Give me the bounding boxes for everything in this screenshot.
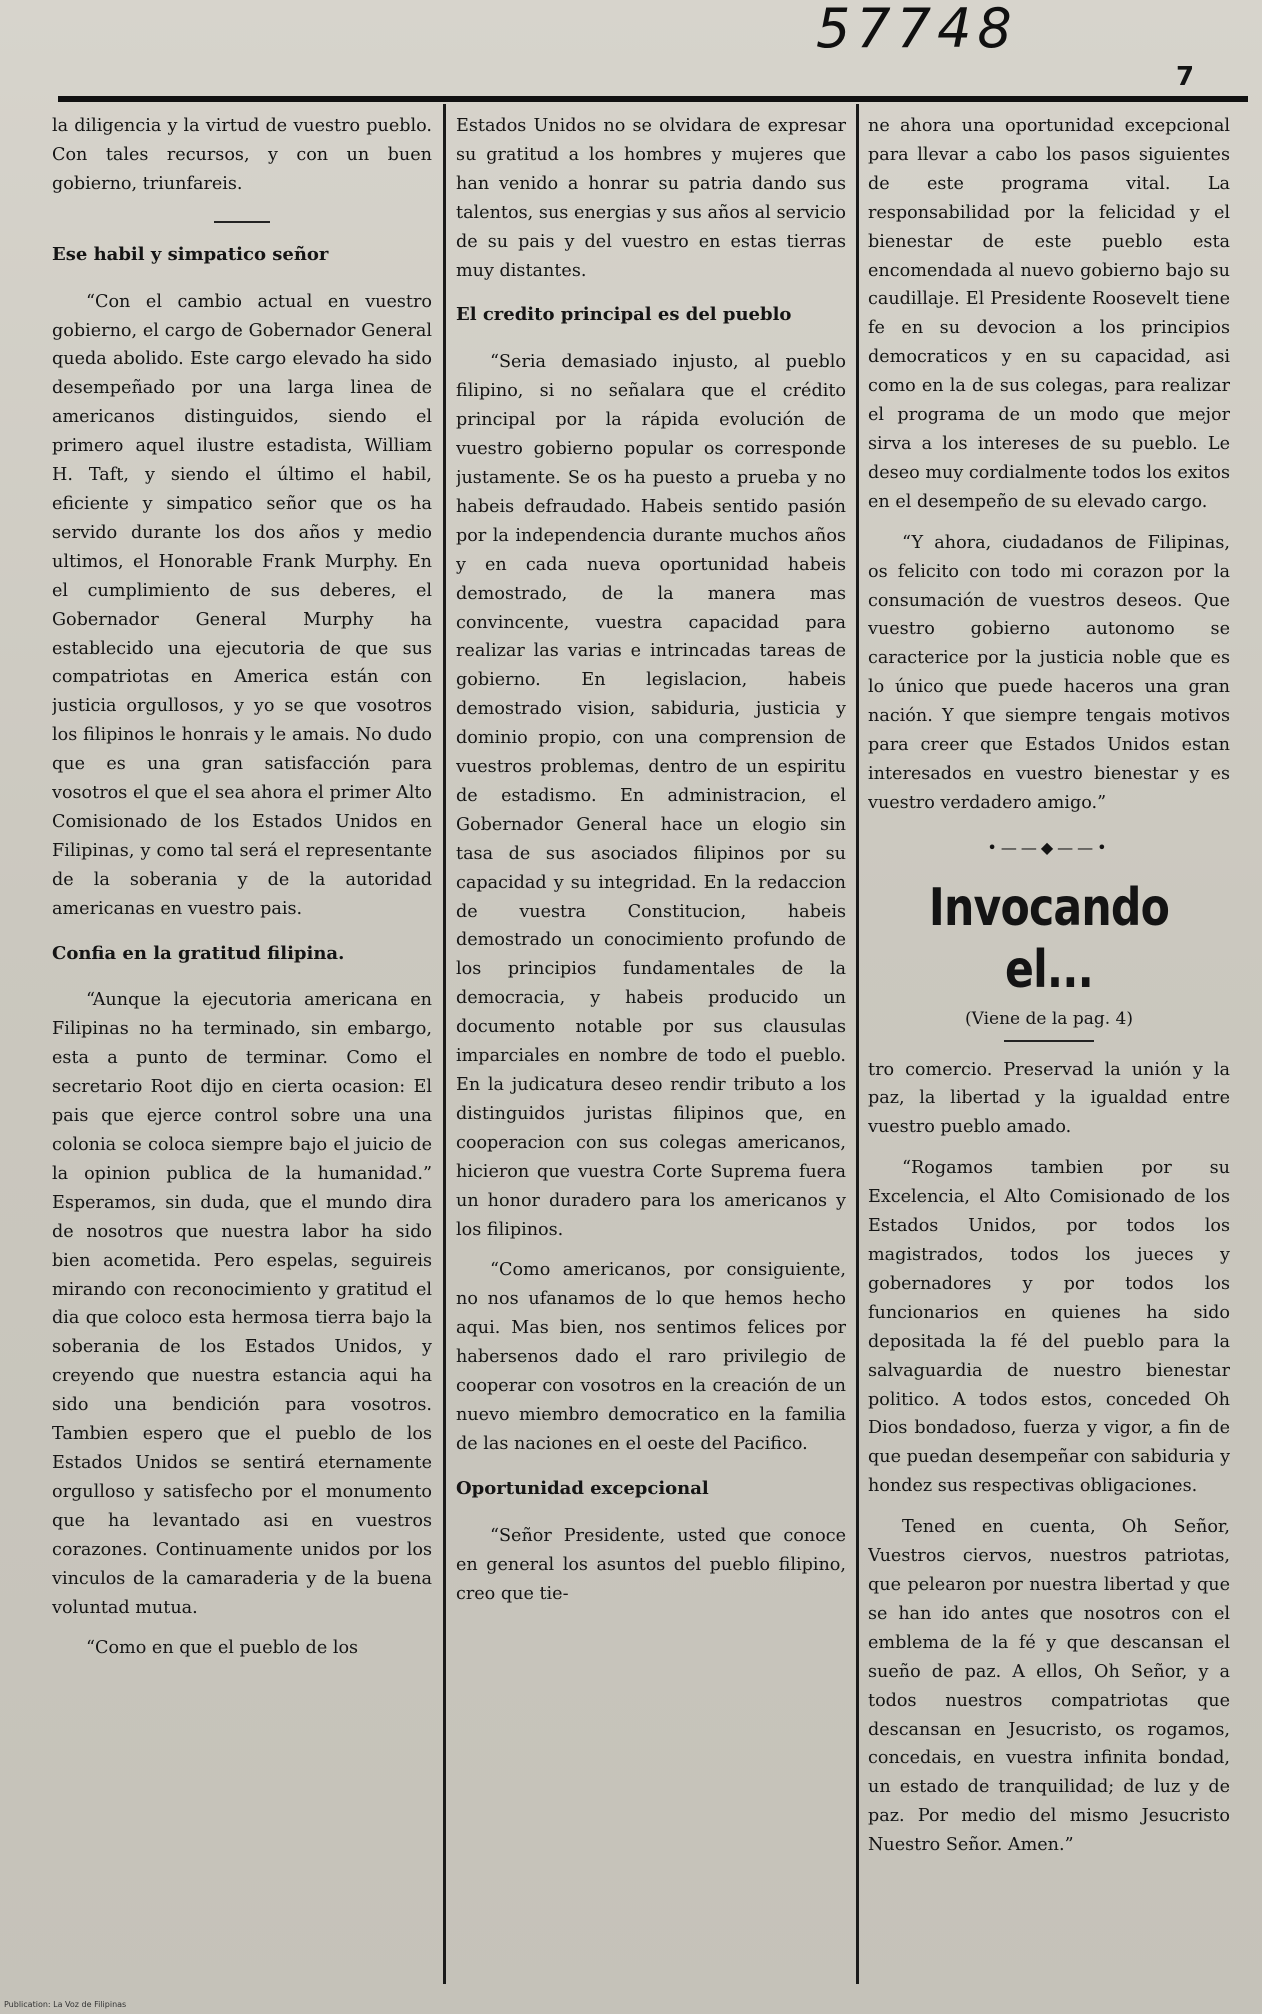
paragraph: “Rogamos tambien por su Excelencia, el Alto Comisionado de los Estados Unidos, por todos los magistrados, todos los jueces y gobernadores y por todos los funcionarios en quienes ha sido depositada la fé del pueblo para la salvaguardia de nuestro bienestar politico. A todos estos, conceded Oh Dios bondadoso, fuerza y vigor, a fin de que puedan desempeñar con sabiduria y hondez sus respectivas obligaciones. xyxy=(868,1158,1230,1497)
paragraph: ne ahora una oportunidad excepcional para llevar a cabo los pasos siguientes de este programa vital. La responsabilidad por la felicidad y el bienestar de este pueblo esta encomendada al nuevo gobierno bajo su caudillaje. El Presidente Roosevelt tiene fe en su devocion a los principios democraticos y en su capacidad, asi como en la de sus colegas, para realizar el programa de un modo que mejor sirva a los intereses de su pueblo. Le deseo muy cordialmente todos los exitos en el desempeño de su elevado cargo. xyxy=(868,116,1230,512)
ornament-divider: •——◆——• xyxy=(987,837,1111,857)
section-heading: Ese habil y simpatico señor xyxy=(52,243,329,265)
continuation-note: (Viene de la pag. 4) xyxy=(965,1008,1133,1029)
column-divider-2 xyxy=(856,104,859,1984)
article-title: Invocando el... xyxy=(928,877,1170,1000)
paragraph: “Aunque la ejecutoria americana en Filipinas no ha terminado, sin embargo, esta a punto de terminar. Como el secretario Root dijo en cierta ocasion: El pais que ejerce control sobre una una colonia se coloca siempre bajo el juicio de la opinion publica de la humanidad.” Esperamos, sin duda, que el mundo dira de nosotros que nuestra labor ha sido bien acometida. Pero espelas, seguireis mirando con reconocimiento y gratitud el dia que coloco esta hermosa tierra bajo la soberania de los Estados Unidos, y creyendo que nuestra estancia aqui ha sido una bendición para vosotros. Tambien espero que el pueblo de los Estados Unidos se sentirá eternamente orgulloso y satisfecho por el monumento que ha levantado asi en vuestros corazones. Continuamente unidos por los vinculos de la camaraderia y de la buena voluntad mutua. xyxy=(52,990,432,1618)
handwritten-archive-number: 57748 xyxy=(816,0,1018,60)
section-heading: Confia en la gratitud filipina. xyxy=(52,942,345,964)
continuation-rule xyxy=(1004,1040,1094,1042)
column-1 xyxy=(52,112,432,1992)
scan-credit: Publication: La Voz de Filipinas xyxy=(4,2000,127,2009)
paragraph: Tened en cuenta, Oh Señor, Vuestros ciervos, nuestros patriotas, que pelearon por nuestra libertad y que se han ido antes que nosotros con el emblema de la fé y que descansan el sueño de paz. A ellos, Oh Señor, y a todos nuestros compatriotas que descansan en Jesucristo, os rogamos, concedais, en vuestra infinita bondad, un estado de tranquilidad; de luz y de paz. Por medio del mismo Jesucristo Nuestro Señor. Amen.” xyxy=(868,1517,1230,1856)
paragraph: “Con el cambio actual en vuestro gobierno, el cargo de Gobernador General queda abolido. Este cargo elevado ha sido desempeñado por una larga linea de americanos distinguidos, siendo el primero aquel ilustre estadista, William H. Taft, y siendo el último el habil, eficiente y simpatico señor que os ha servido durante los dos años y medio ultimos, el Honorable Frank Murphy. En el cumplimiento de sus deberes, el Gobernador General Murphy ha establecido una ejecutoria de que sus compatriotas en America están con justicia orgullosos, y yo se que vosotros los filipinos le honrais y le amais. No dudo que es una gran satisfacción para vosotros el que el sea ahora el primer Alto Comisionado de los Estados Unidos en Filipinas, y como tal será el representante de la soberania y de la autoridad americanas en vuestro pais. xyxy=(52,291,432,919)
paragraph: “Y ahora, ciudadanos de Filipinas, os felicito con todo mi corazon por la consumación de vuestros deseos. Que vuestro gobierno autonomo se caracterice por la justicia noble que es lo único que puede haceros una gran nación. Y que siempre tengais motivos para creer que Estados Unidos estan interesados en vuestro bienestar y es vuestro verdadero amigo.” xyxy=(868,532,1230,813)
paragraph: “Seria demasiado injusto, al pueblo filipino, si no señalara que el crédito principal por la rápida evolución de vuestro gobierno popular os corresponde justamente. Se os ha puesto a prueba y no habeis defraudado. Habeis sentido pasión por la independencia durante muchos años y en cada nueva oportunidad habeis demostrado, de la manera mas convincente, vuestra capacidad para realizar las varias e intrincadas tareas de gobierno. En legislacion, habeis demostrado vision, sabiduria, justicia y dominio propio, con una comprension de vuestros problemas, dentro de un espiritu de estadismo. En administracion, el Gobernador General hace un elogio sin tasa de sus asociados filipinos por su capacidad y su integridad. En la redaccion de vuestra Constitucion, habeis demostrado un conocimiento profundo de los principios fundamentales de la democracia, y habeis producido un documento notable por sus clausulas imparciales en nombre de todo el pueblo. En la judicatura deseo rendir tributo a los distinguidos juristas filipinos que, en cooperacion con sus colegas americanos, hicieron que vuestra Corte Suprema fuera un honor duradero para los americanos y los filipinos. xyxy=(456,352,846,1240)
column-2 xyxy=(456,112,846,1992)
section-divider xyxy=(214,221,270,223)
section-heading: El credito principal es del pueblo xyxy=(456,304,792,326)
column-3 xyxy=(868,112,1230,1992)
paragraph: “Señor Presidente, usted que conoce en general los asuntos del pueblo filipino, creo que tie- xyxy=(456,1525,846,1604)
section-heading: Oportunidad excepcional xyxy=(456,1477,709,1499)
paragraph: la diligencia y la virtud de vuestro pueblo. Con tales recursos, y con un buen gobierno, triunfareis. xyxy=(52,116,432,194)
header-rule xyxy=(58,96,1248,102)
paragraph: tro comercio. Preservad la unión y la paz, la libertad y la igualdad entre vuestro pueblo amado. xyxy=(868,1059,1230,1138)
page-number: 7 xyxy=(1176,62,1195,92)
paragraph: “Como americanos, por consiguiente, no nos ufanamos de lo que hemos hecho aqui. Mas bien, nos sentimos felices por habersenos dado el raro privilegio de cooperar con vosotros en la creación de un nuevo miembro democratico en la familia de las naciones en el oeste del Pacifico. xyxy=(456,1260,846,1454)
column-divider-1 xyxy=(443,104,446,1984)
paragraph: “Como en que el pueblo de los xyxy=(86,1638,359,1659)
paragraph: Estados Unidos no se olvidara de expresar su gratitud a los hombres y mujeres que han venido a honrar su patria dando sus talentos, sus energias y sus años al servicio de su pais y del vuestro en estas tierras muy distantes. xyxy=(456,116,846,281)
